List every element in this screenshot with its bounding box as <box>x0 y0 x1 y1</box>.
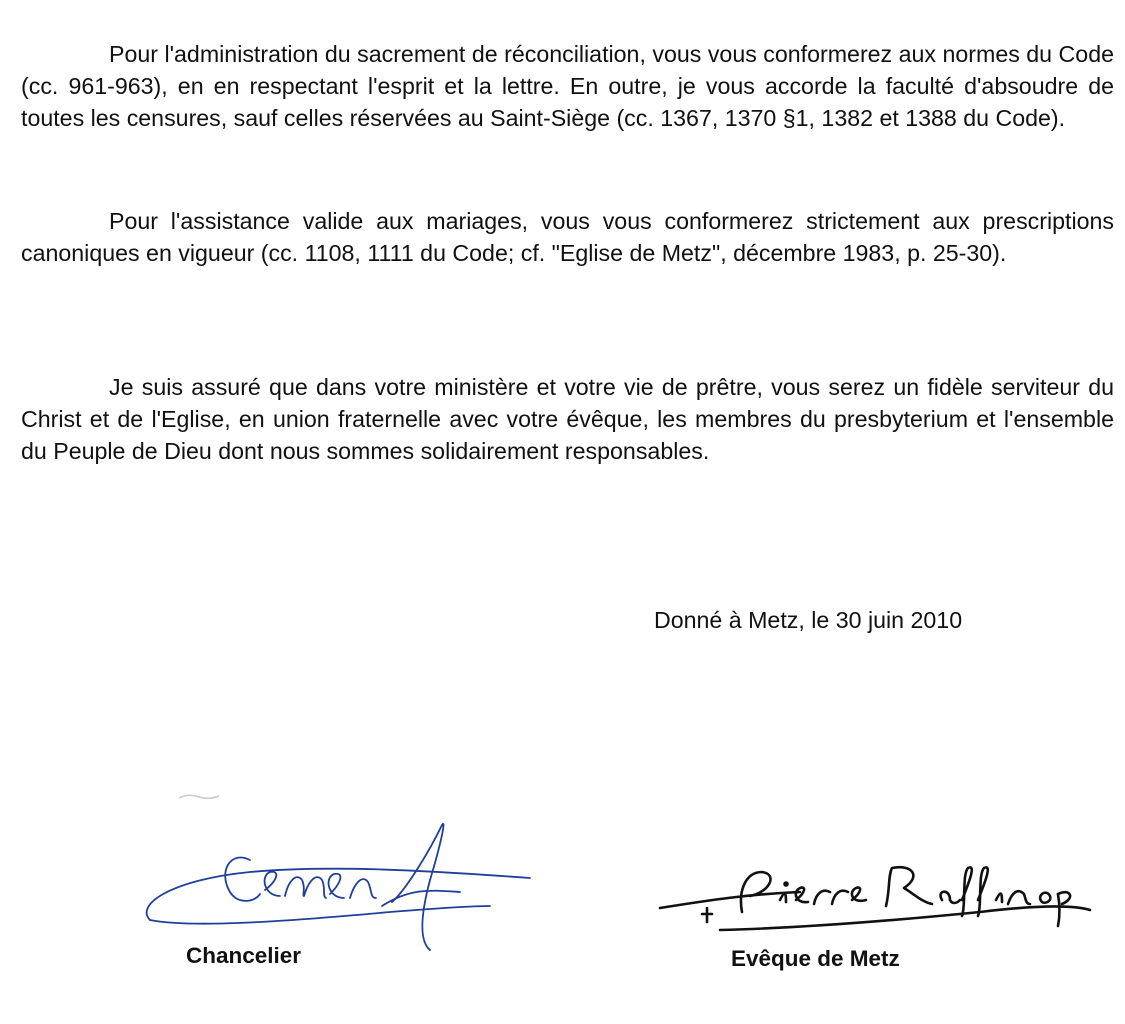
chancellor-label: Chancelier <box>186 943 302 968</box>
date-line: Donné à Metz, le 30 juin 2010 <box>654 607 963 633</box>
bishop-label: Evêque de Metz <box>731 946 900 971</box>
paragraph-reconciliation: Pour l'administration du sacrement de réconciliation, vous vous conformerez aux normes du Code (cc. 961-963), en en respectant l'esprit et la lettre. En outre, je vous accorde la faculté d'absoudre de toutes les censures, sauf celles réservées au Saint-Siège (cc. 1367, 1370 §1, 1382 et 1388 du Code). <box>21 41 1114 131</box>
paragraph-marriages: Pour l'assistance valide aux mariages, vous vous conformerez strictement aux prescriptions canoniques en vigueur (cc. 1108, 1111 du Code; cf. "Eglise de Metz", décembre 1983, p. 25-30). <box>21 208 1114 266</box>
bishop-signature <box>650 850 1100 940</box>
scan-speck <box>175 790 225 804</box>
chancellor-signature <box>130 810 550 960</box>
paragraph-ministry: Je suis assuré que dans votre ministère et votre vie de prêtre, vous serez un fidèle serviteur du Christ et de l'Eglise, en union fraternelle avec votre évêque, les membres du presbyterium et l'ensemble du Peuple de Dieu dont nous sommes solidairement responsables. <box>21 374 1114 464</box>
